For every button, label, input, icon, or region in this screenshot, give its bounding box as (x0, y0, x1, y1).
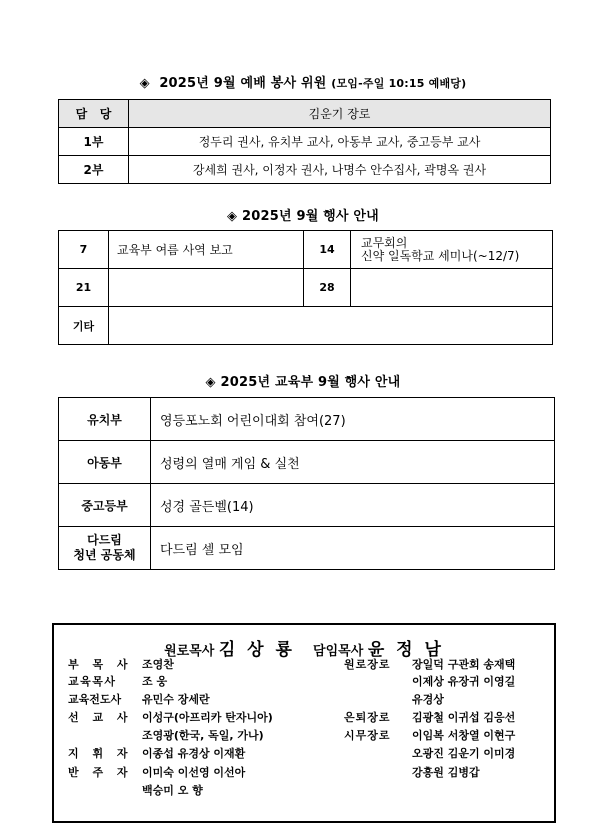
staff-names: 조영광(한국, 독일, 가나) (142, 729, 264, 742)
row-label: 2부 (59, 156, 129, 184)
senior-title: 담임목사 (313, 644, 364, 659)
table-row (59, 307, 553, 345)
service-title: 2025년 9월 예배 봉사 위원 (159, 76, 327, 91)
events-title: 2025년 9월 행사 안내 (241, 209, 379, 224)
event-day: 21 (59, 269, 109, 307)
event-other-label: 기타 (59, 307, 109, 345)
event-other-value (109, 307, 553, 345)
row-label: 1부 (59, 128, 129, 156)
table-row (59, 527, 555, 570)
staff-names: 유경상 (412, 693, 444, 706)
row-value: 정두리 권사, 유치부 교사, 아동부 교사, 중고등부 교사 (129, 128, 551, 156)
staff-role: 은퇴장로 (344, 711, 391, 724)
staff-role: 교육전도사 (68, 693, 122, 706)
event-text: 교육부 여름 사역 보고 (109, 231, 304, 269)
dept-label-line: 청년 공동체 (73, 548, 136, 562)
dept-text: 영등포노회 어린이대회 참여(27) (151, 398, 555, 441)
dept-label-line: 다드림 (87, 533, 122, 547)
table-row (59, 484, 555, 527)
staff-role: 선 교 사 (68, 711, 133, 724)
founding-name: 김 상 룡 (218, 640, 295, 660)
dept-label: 유치부 (59, 398, 151, 441)
diamond-bullet-icon: ◈ (205, 375, 216, 390)
event-day: 28 (304, 269, 351, 307)
dept-text: 다드림 셀 모임 (151, 527, 555, 570)
event-line: 교무회의 (361, 235, 408, 250)
staff-names: 유민수 장세란 (142, 693, 210, 706)
service-section-title (0, 72, 606, 91)
staff-names: 백승미 오 향 (142, 784, 203, 797)
table-row (59, 156, 551, 184)
staff-role: 원로장로 (344, 658, 391, 671)
staff-names: 오광진 김운기 이미경 (412, 747, 516, 760)
dept-text: 성경 골든벨(14) (151, 484, 555, 527)
diamond-bullet-icon: ◈ (139, 76, 150, 91)
row-value: 강세희 권사, 이정자 권사, 나명수 안수집사, 곽명옥 권사 (129, 156, 551, 184)
staff-names: 이제상 유장귀 이영길 (412, 675, 516, 688)
table-row (59, 398, 555, 441)
staff-names: 조 웅 (142, 675, 168, 688)
event-line: 신약 일독학교 세미나(~12/7) (361, 248, 520, 263)
staff-role: 시무장로 (344, 729, 391, 742)
event-text (351, 231, 553, 269)
dept-label: 아동부 (59, 441, 151, 484)
dept-text: 성령의 열매 게임 & 실천 (151, 441, 555, 484)
staff-role: 교육목사 (68, 675, 117, 688)
event-text (351, 269, 553, 307)
staff-names: 이임복 서창열 이현구 (412, 729, 516, 742)
founding-title: 원로목사 (164, 644, 215, 659)
staff-names: 조영찬 (142, 658, 174, 671)
staff-names: 김광철 이귀섭 김응선 (412, 711, 516, 724)
staff-box (52, 623, 556, 823)
staff-names: 이성구(아프리카 탄자니아) (142, 711, 273, 724)
event-text (109, 269, 304, 307)
dept-label (59, 527, 151, 570)
event-day: 7 (59, 231, 109, 269)
staff-names: 이종섭 유경상 이재환 (142, 747, 246, 760)
table-row (59, 231, 553, 269)
service-subtitle: (모임-주일 10:15 예배당) (331, 77, 467, 90)
events-section-title (0, 205, 606, 224)
staff-role: 반 주 자 (68, 766, 133, 779)
table-row (59, 128, 551, 156)
staff-names: 강흥원 김병갑 (412, 766, 480, 779)
table-row (59, 269, 553, 307)
staff-names: 장일덕 구관회 송재택 (412, 658, 516, 671)
edu-table (58, 397, 555, 570)
staff-names: 이미숙 이선영 이선아 (142, 766, 246, 779)
edu-section-title (0, 371, 606, 390)
dept-label: 중고등부 (59, 484, 151, 527)
diamond-bullet-icon: ◈ (227, 209, 238, 224)
senior-name: 윤 정 남 (367, 640, 444, 660)
events-table (58, 230, 553, 345)
staff-role: 부 목 사 (68, 658, 133, 671)
service-table (58, 99, 551, 184)
table-row (59, 441, 555, 484)
edu-title: 2025년 교육부 9월 행사 안내 (220, 375, 401, 390)
table-row (59, 100, 551, 128)
event-day: 14 (304, 231, 351, 269)
header-value: 김운기 장로 (129, 100, 551, 128)
header-label: 담 당 (59, 100, 129, 128)
staff-role: 지 휘 자 (68, 747, 133, 760)
